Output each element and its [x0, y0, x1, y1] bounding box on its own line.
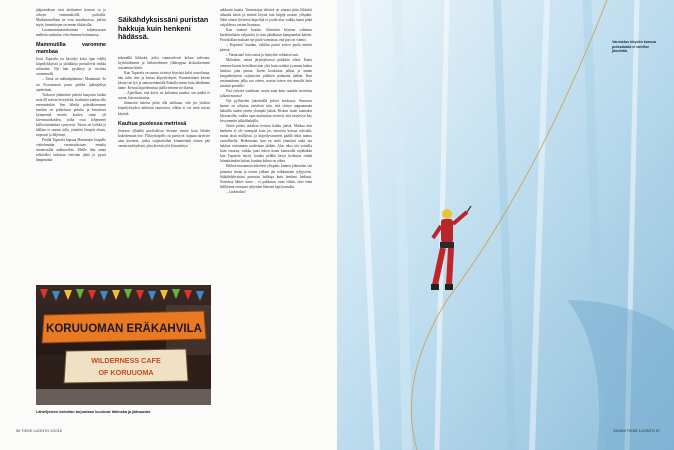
cafe-sign-illustration: [36, 285, 211, 405]
paragraph: – Laskeudun!: [226, 189, 246, 194]
paragraph: jääputouksen ovat aloittaneet kauvan sa jo sekoyn ensimmäisillä paikoilla. Mutkattomillaan ne ovat maailmoissa, joiloin myös lisenteitojen on ennen tikkaisilla.: [36, 8, 106, 28]
sign-main-text: KORUUOMAN ERÄKAHVILA: [46, 323, 202, 335]
photo-caption: Varmistus köyden kanssa puissakaka ei tarvitse jännittää.: [612, 40, 656, 54]
paragraph: Jussi Tupasela on käväilyt koko ajan edellä kiipeilykkyissä ja jäätikköja pursuilevia rinkka selässään. Nyt hän pysähtyy ja osoittaa vasemmalle.: [36, 57, 106, 77]
paragraph: Jäänuolat laiteisa pitää olla tarkkana, että jos yksikin kiipeilyköyden säikeistä vaurioituu, silloin ei voi enää turvaa käyttää.: [118, 101, 210, 116]
paragraph: – Tässä on mäkäräpäämme, Mammutti. Se on Korouoman paras paikka jääkiipeilyn opetteluun.: [36, 77, 106, 92]
photo-caption: Lähteljoteen kahvilan tarjontaan kuuluvat lähinaka ja jäänaudat.: [36, 410, 151, 414]
section-heading: Mammutilla varomme mambaa: [36, 42, 106, 56]
paragraph: Sitten pitäisi uskaltaa irrottaa hakku jäästä. Matkaa alas hankeen ei ole enempää kuin jos seisoisin kotona sohvalla, mutta tässä mälljössä, ja kiipeilyvarusteet päällä tekin tuntuu vaaralliselta. Hetkenotan, kun en enää ymmärrä enkä saa hakkua tarttumaan uudestaan jäähän. Alas taksi tää voinalla kuin vasaraa, vaikka juuri äsken maan kamarulla mykkäkän kun Tupasela näytti, kuinka pelkkä kevyt heilautus riittää kiinnittämään hakun, kunhan kulma on oikea.: [220, 124, 312, 164]
paragraph: Petillä Tupasela kapuaa Mammutin huipulle viettelemään varmistuksiaan ennalta asennetuilla ankkureihin. Meille hän antaa tehtäväksi tarkistaa etsivään jäätä ja pyyrä lämpimänä.: [36, 138, 106, 163]
paragraph: Turkoosi jäänträmä peittää kanjonin laidan noin 40 metrin leveydeltä, korkeutta saattaa olla enemmänkin. Sen läheltä päästäkseemme meidän on poikettava polulta ja kavuttava kymmentä metriä korkea rinne yli kivenmurikoiden, joilta ovat lohjenneet kallioseinämästä syntyessä. Taivas on lyökkä ja hälläm ei saanut tulla, jotenkin lämpöä alustu, nopeasti jo hiljennyt.: [36, 92, 106, 137]
paragraph: Mulenkin, missä järjestyksessä pitäkään edetä. Ensin otennen kiuten kerrallaan niin ylös kuin suinkin ja annan hakun hauksia jään pintaa. Isteen koukistan jalkaa ja annan kengänkärjessä sojottavien piikkien painuatta jäähän. Kun ensimmäinen jalka saa otteen, nostan toisen sen rinnalle kuin astuisin portaille.: [220, 58, 312, 88]
paragraph: tekemällä liikkeitä, jotka vaimistelevat kehon tulevaan: kyykkäilemme ja heiluttelemme yläkroppaa kiskoaksemme tosiaamme käsiä.: [118, 56, 210, 71]
paragraph: Hetken muutaman askeleen ylöspäin, kunnes jäänuolan sisi pinnasta irtoaa ja toinen jalkani jää roikkumaan tyhjyyteen. Säikähdyksissäni purustan hakkuja kuin henkeni hädässä. Sormissa lähtee tunto – ei pakkasen vaan vähän, ettei enää hellittämä otettuani tyhjeiden lihasten läpi kunnolla.: [220, 164, 312, 189]
cafe-sign-photo: [36, 285, 211, 405]
paragraph: – Köpeäni? huudan, valikka parini seisoo puola metrin päässä.: [220, 43, 312, 53]
ice-wall-illustration: [337, 0, 674, 450]
text-column-2: [118, 56, 210, 149]
paragraph: – Varmistan! hän vastaa ja hymyilee rohkaisevasti.: [226, 53, 299, 58]
paragraph: – Ajatellaan, että köysi on kaltainen mantta, sen päältä ei astuta, hän muistuttaa.: [118, 91, 210, 101]
paragraph: Luonnonnimaavaltoimaa tuljettuassani melkein suuhulan, että ehemme kotimaassa.: [36, 28, 106, 38]
page-footer: SUOMI TIEDE LUONTO 57: [613, 429, 660, 433]
paragraph: Kun vanteni kottiaa, hlinvittän köyteen solmitun karabiinihaan valjaisiini ja otan jääakkuun kumpaankin käteen. Protokollan mukaan nyt pitää varmistaa, että pari on valmis:: [220, 28, 312, 43]
sign-small-text-2: OF KORUUOMA: [98, 368, 154, 377]
paragraph: Nyt pyllistelen jääseinällä polvet koukussa. Seuraava haaste on oikaista vartaloni niin, että siirtyn nappaamaan hakuilla uuden otteen ylempää jäästä. Kiskon itseni saamaksi käsivarsilla, vaikka opas muistuttaa vienosti, että nousevyö käy kevyemmin jalkalihaksilla.: [220, 98, 312, 124]
paragraph: Seuraan ylhäältä puolivälissä hieman ennen kuin lähden kokeilemaan itse. Ylikiyskiipelly on paettyvä: kapuaa tarvitsee aina kavterin, jonka vaijataitoihin kiinnitetään toinen pää varmistusköydestä, joka kiertää ylös kiinnitettyn: [118, 128, 210, 148]
sign-small-text-1: WILDERNESS CAFE: [91, 356, 161, 365]
section-heading: Kauhua puolessa metrissä: [118, 120, 187, 127]
paragraph: ankkurin kautta. Varmistajan tehtävä on seurata pitin liikkeitä alhaalta käsin ja tiristää köyttä kun kiipijä nousee ylöspäin. Näin ottaen liiveessä kiipeilijä ei joudu alas vaikka kanat pitää vaijaldessa varaan liiomaan.: [220, 8, 312, 28]
text-column-3: [220, 8, 312, 195]
paragraph: Kun Tupasela on saanut viritetyt köysistä kaksi tosuolimaa, hän tulee alas ja kertaa kiipeilyohjeet. Ensimmäinen kerran käväyt ne lyö ja aamuseinämällä Rukalla ennen kuin lähdimme tänne. Kerran kiipeilemässä jäällä teimme ne iltaisin.: [118, 71, 210, 91]
paragraph: Pari yritystä vaaditaan, mutta saan kuin saankin irrotettua jalkani mausta!: [220, 88, 312, 98]
text-column-1: [36, 8, 106, 163]
page-footer: 56 TIEDE LUONTO 2/2016: [16, 429, 62, 433]
pull-quote-headline: Säikähdyksissäni puristan hakkuja kuin henkeni hädässä.: [118, 15, 209, 42]
ice-climb-photo: [337, 0, 674, 450]
